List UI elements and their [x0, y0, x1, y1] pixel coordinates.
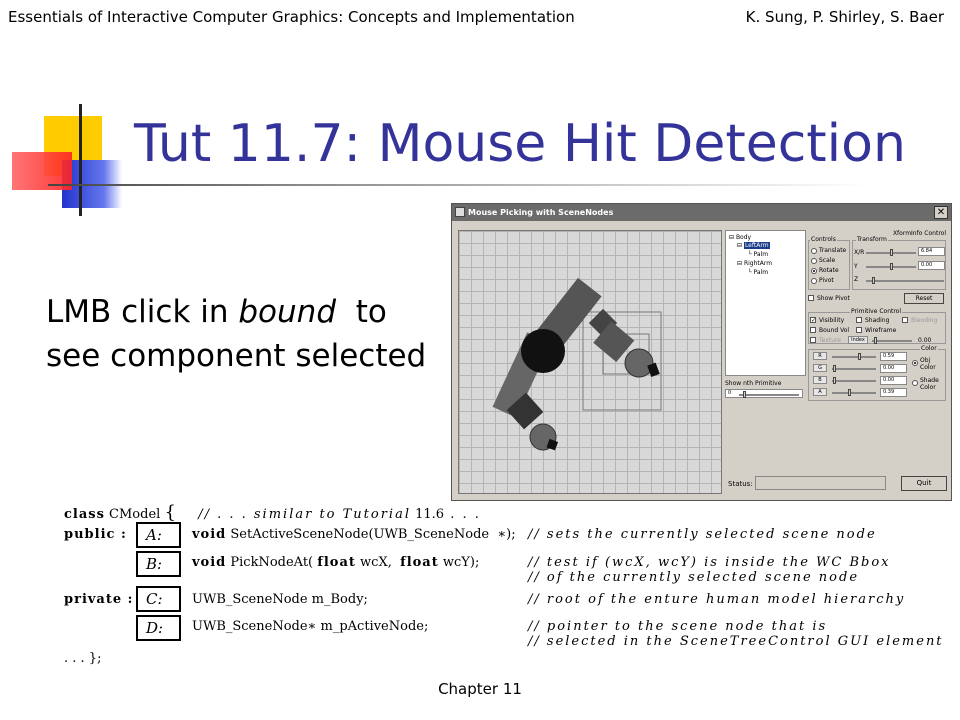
tree-item-leftarm[interactable]: ⊟ LeftArm	[737, 242, 769, 249]
tree-item-palm-right[interactable]: └ Palm	[748, 269, 769, 276]
r-slider[interactable]	[832, 356, 876, 358]
tree-label-palm-left: Palm	[753, 251, 769, 258]
texture-label: Texture	[819, 337, 841, 344]
z-slider-knob[interactable]	[872, 277, 875, 284]
label-box-d: D:	[136, 615, 181, 641]
show-nth-slider-knob[interactable]	[743, 391, 746, 398]
a-label: A	[818, 389, 822, 395]
show-nth-value: 0	[728, 390, 732, 396]
xr-value-box[interactable]	[918, 247, 945, 256]
b-box	[813, 376, 827, 384]
index-slider-knob[interactable]	[874, 337, 877, 344]
controls-group-title: Controls	[811, 236, 836, 243]
visibility-label: Visibility	[819, 317, 845, 324]
body-line-2: see component selected	[46, 338, 427, 374]
index-slider[interactable]	[872, 340, 912, 342]
b-slider[interactable]	[832, 380, 876, 382]
code-line-a	[192, 527, 516, 542]
quit-button[interactable]: Quit	[901, 476, 947, 491]
slide-title: Tut 11.7: Mouse Hit Detection	[134, 114, 906, 174]
g-slider-knob[interactable]	[833, 365, 836, 372]
footer-chapter: Chapter 11	[438, 680, 522, 698]
index-label: Index	[851, 337, 865, 343]
b-value: 0.00	[883, 377, 895, 383]
radio-pivot-label: Pivot	[819, 277, 834, 284]
tree-label-body: Body	[735, 234, 752, 241]
g-slider[interactable]	[832, 368, 876, 370]
body-joint[interactable]	[521, 329, 565, 373]
code-kw-void-b: void	[192, 555, 227, 570]
transform-group-title: Transform	[857, 236, 887, 243]
shading-checkbox[interactable]	[856, 317, 862, 323]
code-public: public :	[64, 527, 127, 542]
g-value-box[interactable]	[880, 364, 907, 373]
code-comment-class: // . . . similar to Tutorial	[198, 507, 411, 522]
window-title: Mouse Picking with SceneNodes	[468, 208, 614, 217]
scene-canvas[interactable]	[458, 230, 722, 494]
y-slider[interactable]	[866, 266, 916, 268]
b-label: B	[818, 377, 822, 383]
radio-rotate-label: Rotate	[819, 267, 839, 274]
radio-rotate[interactable]	[811, 268, 817, 274]
index-box[interactable]	[848, 336, 868, 344]
tree-label-palm-right: Palm	[753, 269, 769, 276]
y-slider-knob[interactable]	[890, 263, 893, 270]
radio-translate-label: Translate	[819, 247, 847, 254]
code-set-active: SetActiveSceneNode(UWB_SceneNode ∗);	[226, 527, 516, 542]
obj-color-label: Obj Color	[920, 357, 936, 371]
header-authors: K. Sung, P. Shirley, S. Baer	[745, 8, 944, 26]
texture-checkbox[interactable]	[810, 337, 816, 343]
label-box-a: A:	[136, 522, 181, 548]
header-course-title: Essentials of Interactive Computer Graphics: Concepts and Implementation	[8, 8, 575, 26]
app-window	[451, 203, 952, 501]
index-value: 0.00	[918, 337, 932, 344]
body-line-1-italic: bound	[238, 294, 336, 330]
code-listing	[64, 500, 944, 670]
status-label: Status:	[728, 480, 753, 488]
tree-item-palm-left[interactable]: └ Palm	[748, 251, 769, 258]
show-pivot-checkbox[interactable]	[808, 295, 814, 301]
g-value: 0.00	[883, 365, 895, 371]
y-value: 0.00	[921, 262, 933, 268]
xr-slider[interactable]	[866, 252, 916, 254]
code-tutorial-number: 11.6	[411, 507, 445, 522]
show-nth-slider[interactable]	[739, 394, 799, 396]
a-slider-knob[interactable]	[848, 389, 851, 396]
b-slider-knob[interactable]	[833, 377, 836, 384]
z-label: Z	[854, 276, 859, 283]
wireframe-checkbox[interactable]	[856, 327, 862, 333]
tree-item-body[interactable]: ⊟ Body	[729, 234, 752, 241]
xr-slider-knob[interactable]	[890, 249, 893, 256]
label-box-c: C:	[136, 586, 181, 612]
a-value: 0.39	[883, 389, 895, 395]
bound-vol-label: Bound Vol	[819, 327, 850, 334]
code-line-c: UWB_SceneNode m_Body;	[192, 592, 368, 607]
r-value: 0.59	[883, 353, 895, 359]
label-box-b: B:	[136, 551, 181, 577]
radio-pivot[interactable]	[811, 278, 817, 284]
bound-vol-checkbox[interactable]	[810, 327, 816, 333]
code-kw-class: class	[64, 507, 105, 522]
code-wcx: wcX,	[355, 555, 401, 570]
tree-label-rightarm: RightArm	[743, 260, 773, 267]
g-box	[813, 364, 827, 372]
radio-translate[interactable]	[811, 248, 817, 254]
a-box	[813, 388, 827, 396]
slide-body-text	[46, 290, 426, 378]
a-slider[interactable]	[832, 392, 876, 394]
code-class-name: CModel	[104, 507, 165, 522]
code-line-d: UWB_SceneNode∗ m_pActiveNode;	[192, 619, 429, 634]
window-title-bar[interactable]	[452, 204, 951, 221]
title-underline	[48, 184, 868, 186]
code-kw-float-2: float	[400, 555, 439, 570]
y-value-box[interactable]	[918, 261, 945, 270]
r-label: R	[818, 353, 822, 359]
r-slider-knob[interactable]	[858, 353, 861, 360]
right-palm[interactable]	[625, 349, 653, 377]
tree-label-leftarm: LeftArm	[744, 242, 769, 249]
code-comment-a: // sets the currently selected scene node	[528, 527, 877, 542]
primitive-control	[808, 308, 948, 403]
code-comment-b2: // of the currently selected scene node	[528, 570, 860, 585]
status-field	[755, 476, 886, 490]
shading-label: Shading	[865, 317, 890, 324]
code-brace: {	[164, 502, 176, 523]
body-line-1-post: to	[336, 294, 387, 330]
decor-vertical-line	[79, 104, 82, 216]
code-wcy: wcY);	[438, 555, 480, 570]
b-value-box[interactable]	[880, 376, 907, 385]
app-icon	[455, 207, 465, 217]
code-line-b	[192, 555, 479, 570]
radio-scale-label: Scale	[819, 257, 836, 264]
xr-value: 6.84	[921, 248, 933, 254]
code-comment-c: // root of the enture human model hierarchy	[528, 592, 906, 607]
code-private: private :	[64, 592, 134, 607]
a-value-box[interactable]	[880, 388, 907, 397]
shade-color-radio[interactable]	[912, 380, 918, 386]
radio-scale[interactable]	[811, 258, 817, 264]
wireframe-label: Wireframe	[865, 327, 897, 334]
code-pick-node: PickNodeAt(	[226, 555, 318, 570]
g-label: G	[818, 365, 822, 371]
code-end: . . . };	[64, 651, 102, 666]
code-kw-void-a: void	[192, 527, 227, 542]
reset-button[interactable]: Reset	[904, 293, 944, 304]
code-line-class	[64, 502, 481, 523]
code-kw-float-1: float	[317, 555, 356, 570]
blending-label: Blending	[911, 317, 938, 324]
xform-title: XformInfo Control	[892, 230, 946, 237]
scene-drawing	[459, 231, 721, 493]
close-icon[interactable]: ✕	[934, 206, 948, 219]
r-value-box[interactable]	[880, 352, 907, 361]
shade-color-label: Shade Color	[920, 377, 939, 391]
show-nth-label: Show nth Primitive	[725, 380, 782, 387]
code-comment-d2: // selected in the SceneTreeControl GUI element	[528, 634, 944, 649]
body-line-1	[46, 290, 426, 334]
z-slider[interactable]	[866, 280, 944, 282]
visibility-checkbox[interactable]: ✓	[811, 317, 817, 324]
tree-item-rightarm[interactable]: ⊟ RightArm	[737, 260, 773, 267]
r-box	[813, 352, 827, 360]
body-line-1-pre: LMB click in	[46, 294, 239, 330]
code-comment-tail: . . .	[444, 507, 481, 522]
show-pivot-label: Show Pivot	[817, 295, 850, 302]
blending-checkbox[interactable]	[902, 317, 908, 323]
code-comment-d: // pointer to the scene node that is	[528, 619, 828, 634]
scene-tree[interactable]	[725, 230, 806, 376]
code-comment-b: // test if (wcX, wcY) is inside the WC Bbox	[528, 555, 891, 570]
primitive-title: Primitive Control	[851, 308, 902, 315]
xform-info-control	[808, 230, 948, 310]
show-nth-primitive	[725, 380, 806, 404]
obj-color-radio[interactable]	[912, 360, 918, 366]
color-title: Color	[921, 345, 937, 352]
xr-label: X/R	[854, 249, 865, 256]
y-label: Y	[854, 263, 858, 270]
